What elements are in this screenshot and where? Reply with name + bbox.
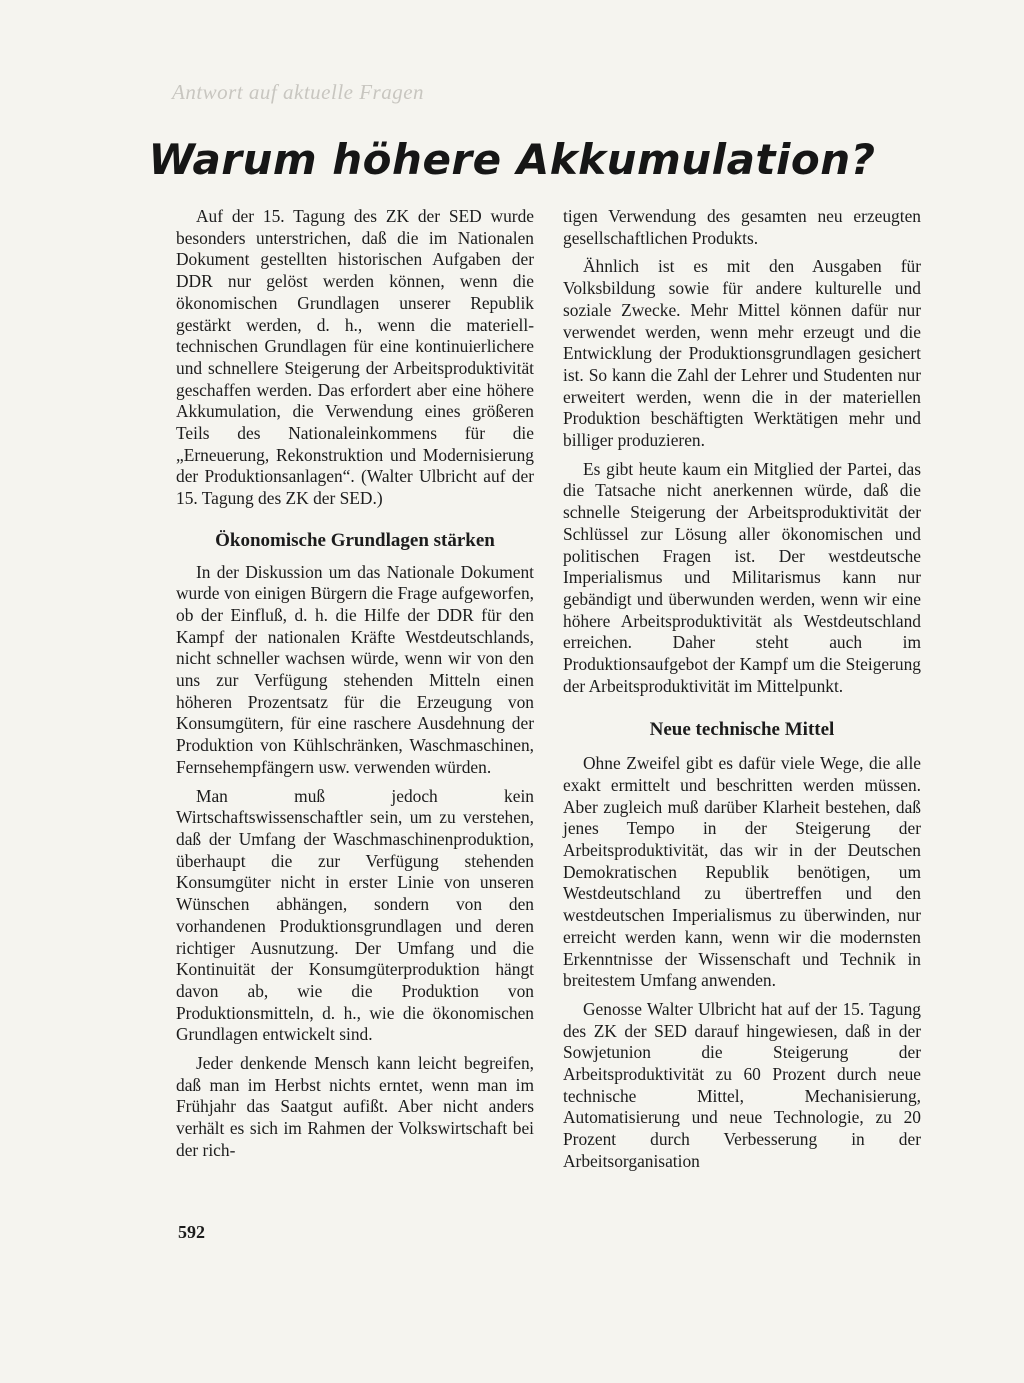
section-header: Antwort auf aktuelle Fragen bbox=[172, 80, 425, 104]
section-heading: Ökonomische Grundlagen stärken bbox=[215, 529, 495, 551]
paragraph: Es gibt heute kaum ein Mitglied der Partei, das die Tatsache nicht anerkennen würde, daß die schnelle Steigerung der Arbeitsproduktivität der Schlüssel zur Lösung aller ökonomischen und politischen Fragen ist. Der westdeutsche Imperialismus und Militarismus kann nur gebändigt und überwunden werden, wenn wir eine höhere Arbeitsproduktivität als Westdeutschland erreichen. Daher steht auch im Produktionsaufgebot der Kampf um die Steigerung der Arbeitsproduktivität im Mittelpunkt. bbox=[563, 458, 921, 696]
section-heading: Neue technische Mittel bbox=[649, 719, 835, 741]
article-title: Warum höhere Akkumulation? bbox=[148, 135, 876, 184]
intro-paragraph: Auf der 15. Tagung des ZK der SED wurde besonders unterstrichen, daß die im Nationalen Dokument gestellten historischen Aufgaben der DDR nur gelöst werden können, wenn die ökonomischen Grundlagen unserer Republik gestärkt werden, d. h., wenn die materiell-technischen Grundlagen für eine kontinuierlichere und schnellere Steigerung der Arbeitsproduktivität geschaffen werden. Das erfordert aber eine höhere Akkumulation, die Verwendung eines größeren Teils des Nationaleinkommens für die „Erneuerung, Rekonstruktion und Modernisierung der Produktionsanlagen“. (Walter Ulbricht auf der 15. Tagung des ZK der SED.) bbox=[176, 206, 534, 509]
right-column bbox=[563, 206, 921, 1180]
paragraph: Jeder denkende Mensch kann leicht begreifen, daß man im Herbst nichts erntet, wenn man im Frühjahr das Saatgut aufißt. Aber nicht anders verhält es sich im Rahmen der Volkswirtschaft bei der rich- bbox=[176, 1053, 534, 1160]
paragraph: Ohne Zweifel gibt es dafür viele Wege, die alle exakt ermittelt und beschritten werden müssen. Aber zugleich muß darüber Klarheit bestehen, daß jenes Tempo in der Steigerung der Arbeitsproduktivität, das wir in der Deutschen Demokratischen Republik benötigen, um Westdeutschland zu übertreffen und den westdeutschen Imperialismus zu überwinden, nur erreicht werden kann, wenn wir die modernsten Erkenntnisse der Wissenschaft und Technik in breitestem Umfang anwenden. bbox=[563, 753, 921, 991]
paragraph: Man muß jedoch kein Wirtschaftswissenschaftler sein, um zu verstehen, daß der Umfang der Waschmaschinenproduktion, überhaupt die zur Verfügung stehenden Konsumgüter nicht in erster Linie von unseren Wünschen abhängen, sondern von den vorhandenen Produktionsgrundlagen und deren richtiger Ausnutzung. Der Umfang und die Kontinuität der Konsumgüterproduktion hängt davon ab, wie die Produktion von Produktionsmitteln, d. h., wie die ökonomischen Grundlagen entwickelt sind. bbox=[176, 785, 534, 1045]
left-column bbox=[176, 206, 534, 1169]
continued-paragraph: tigen Verwendung des gesamten neu erzeugten gesellschaftlichen Produkts. bbox=[563, 206, 921, 248]
paragraph: Ähnlich ist es mit den Ausgaben für Volksbildung sowie für andere kulturelle und soziale Zwecke. Mehr Mittel können dafür nur verwendet werden, wenn mehr erzeugt und die Entwicklung der Produktionsgrundlagen gesichert ist. So kann die Zahl der Lehrer und Studenten nur erweitert werden, wenn die in der materiellen Produktion beschäftigten Werktätigen mehr und billiger produzieren. bbox=[563, 256, 921, 451]
paragraph: Genosse Walter Ulbricht hat auf der 15. Tagung des ZK der SED darauf hingewiesen, daß in der Sowjetunion die Steigerung der Arbeitsproduktivität zu 60 Prozent durch neue technische Mittel, Mechanisierung, Automatisierung und neue Technologie, zu 20 Prozent durch Verbesserung in der Arbeitsorganisation bbox=[563, 998, 921, 1171]
paragraph: In der Diskussion um das Nationale Dokument wurde von einigen Bürgern die Frage aufgeworfen, ob der Einfluß, d. h. die Hilfe der DDR für den Kampf der nationalen Kräfte Westdeutschlands, nicht schneller wachsen würde, wenn wir von den uns zur Verfügung stehenden Mitteln einen höheren Prozentsatz für die Erzeugung von Konsumgütern, für eine raschere Ausdehnung der Produktion von Kühlschränken, Waschmaschinen, Fernsehempfängern usw. verwenden würden. bbox=[176, 561, 534, 777]
page-number: 592 bbox=[178, 1222, 205, 1242]
